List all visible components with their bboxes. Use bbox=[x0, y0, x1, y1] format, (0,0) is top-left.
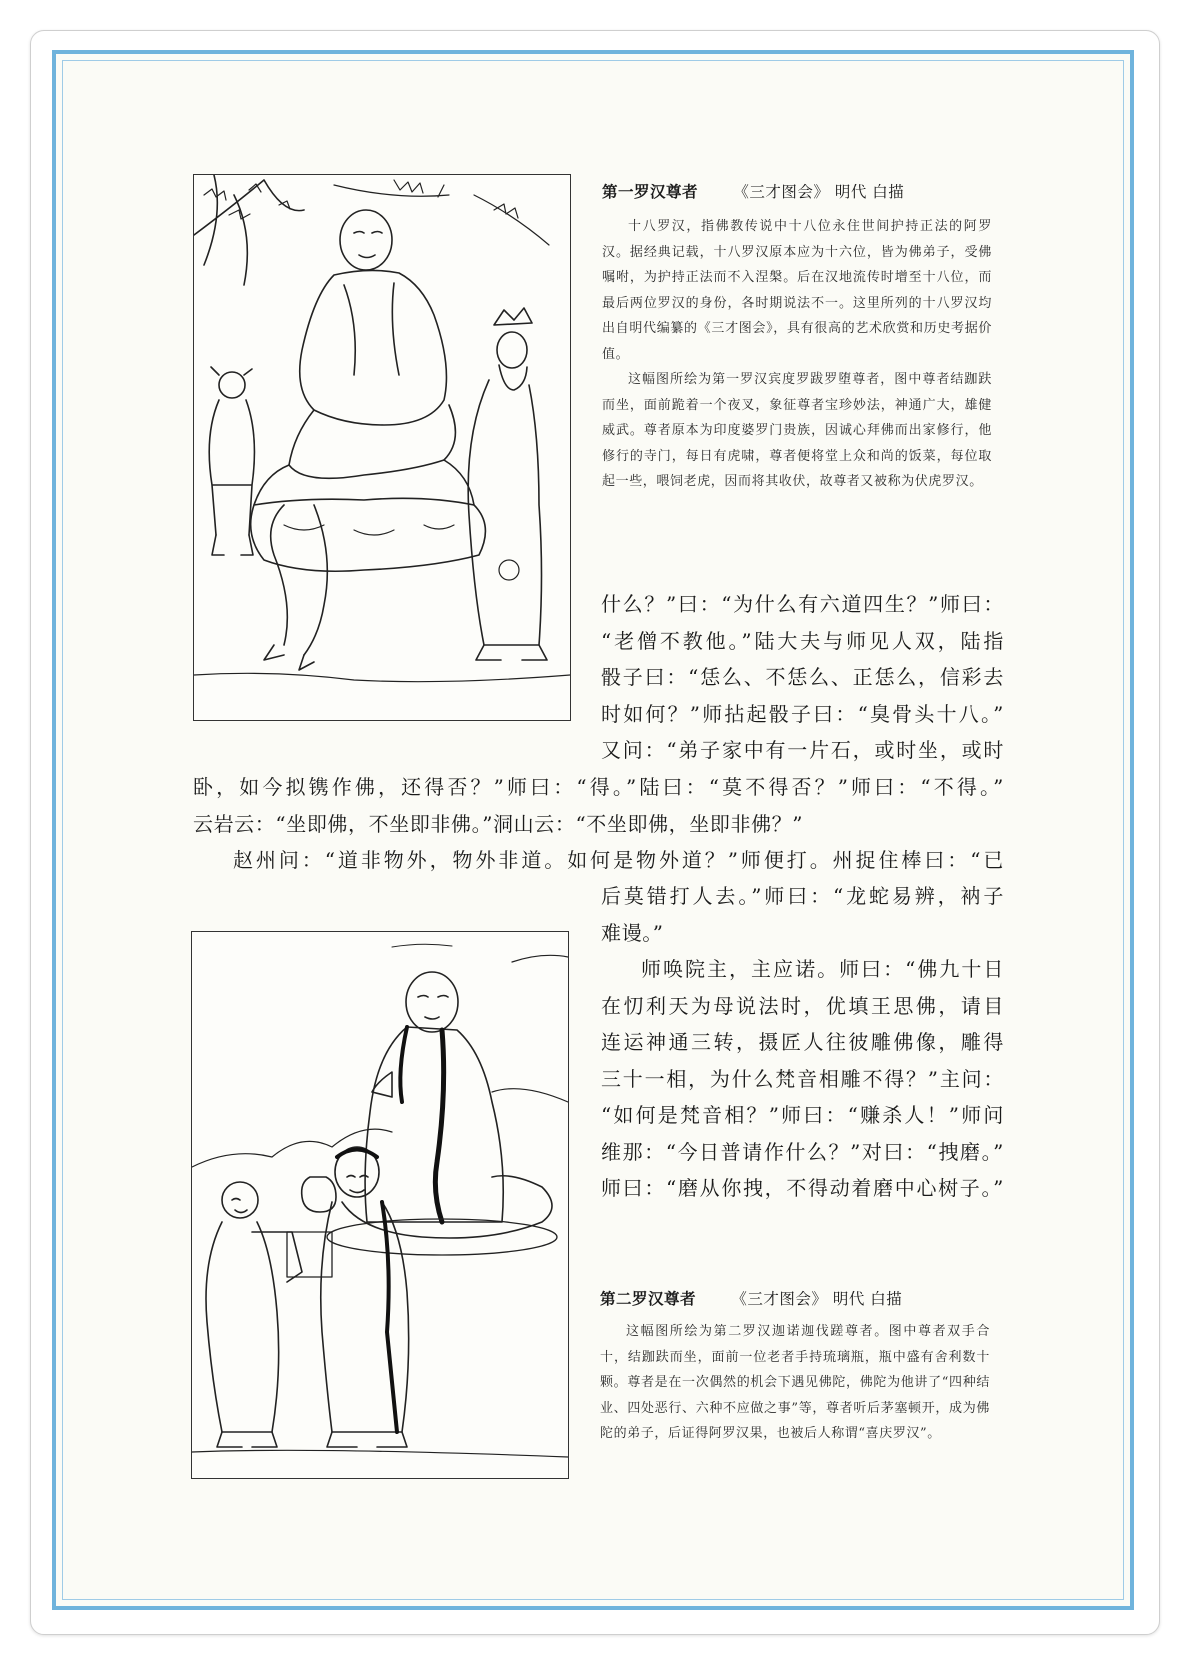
illustration-second-arhat bbox=[191, 931, 569, 1479]
caption-1-title-text: 第一罗汉尊者 bbox=[602, 182, 699, 201]
caption-2-body bbox=[600, 1319, 990, 1447]
main-text-block-1 bbox=[601, 586, 1004, 769]
main-text-line: 卧，如今拟镌作佛，还得否？”师曰：“得。”陆曰：“莫不得否？”师曰：“不得。” bbox=[193, 775, 1004, 799]
caption-2-title bbox=[600, 1289, 902, 1309]
main-text-block-3 bbox=[601, 878, 1004, 1207]
main-text-line: “老僧不教他。”陆大夫与师见人双，陆指 bbox=[601, 628, 1004, 653]
main-text-line: “如何是梵音相？”师曰：“赚杀人！”师问 bbox=[601, 1103, 1004, 1127]
main-text-line: 骰子曰：“恁么、不恁么、正恁么，信彩去 bbox=[601, 665, 1004, 689]
main-text-line: 赵州问：“道非物外，物外非道。如何是物外道？”师便打。州捉住棒曰：“已 bbox=[233, 848, 1004, 872]
caption-1-source: 《三才图会》 明代 白描 bbox=[733, 183, 905, 201]
main-text-line: 云岩云：“坐即佛，不坐即非佛。”洞山云：“不坐即佛，坐即非佛？” bbox=[193, 811, 804, 836]
caption-2-source: 《三才图会》 明代 白描 bbox=[731, 1290, 903, 1308]
caption-1-title bbox=[602, 182, 904, 202]
main-text-line: 什么？”曰：“为什么有六道四生？”师曰： bbox=[601, 592, 1004, 616]
main-text-line: 后莫错打人去。”师曰：“龙蛇易辨，衲子 bbox=[601, 884, 1004, 908]
attendant-right-head bbox=[497, 332, 527, 368]
caption-1-paragraph: 这幅图所绘为第一罗汉宾度罗跋罗堕尊者，图中尊者结跏趺而坐，面前跪着一个夜叉，象征尊者宝珍妙法，神通广大，雄健威武。尊者原本为印度婆罗门贵族，因诚心拜佛而出家修行，他修行的寺门，每日有虎啸，尊者便将堂上众和尚的饭菜，每位取起一些，喂饲老虎，因而将其收伏，故尊者又被称为伏虎罗汉。 bbox=[602, 372, 992, 489]
main-text-block-2 bbox=[193, 769, 1004, 879]
main-text-line: 师唤院主，主应诺。师曰：“佛九十日 bbox=[641, 957, 1004, 981]
main-text-line: 连运神通三转，摄匠人往彼雕佛像，雕得 bbox=[601, 1030, 1004, 1054]
main-text-line: 时如何？”师拈起骰子曰：“臭骨头十八。” bbox=[601, 701, 1004, 726]
main-text-line: 师曰：“磨从你拽，不得动着磨中心树子。” bbox=[601, 1176, 1004, 1200]
monk-head bbox=[406, 972, 458, 1032]
main-text-line: 难谩。” bbox=[601, 920, 664, 945]
main-text-line: 又问：“弟子家中有一片石，或时坐，或时 bbox=[601, 738, 1004, 762]
attendant-left-head bbox=[219, 372, 245, 398]
main-text-line: 在忉利天为母说法时，优填王思佛，请目 bbox=[601, 993, 1004, 1018]
arhat-head bbox=[340, 210, 392, 270]
illustration-first-arhat bbox=[193, 174, 571, 721]
caption-1-body bbox=[602, 214, 992, 495]
caption-2-paragraph: 这幅图所绘为第二罗汉迦诺迦伐蹉尊者。图中尊者双手合十，结跏趺而坐，面前一位老者手持琉璃瓶，瓶中盛有舍利数十颗。尊者是在一次偶然的机会下遇见佛陀，佛陀为他讲了“四种结业、四处恶行、六种不应做之事”等，尊者听后茅塞顿开，成为佛陀的弟子，后证得阿罗汉果，也被后人称谓“喜庆罗汉”。 bbox=[600, 1324, 990, 1441]
caption-2-title-text: 第二罗汉尊者 bbox=[600, 1289, 697, 1308]
main-text-line: 三十一相，为什么梵音相雕不得？”主问： bbox=[601, 1066, 1004, 1091]
main-text-line: 维那：“今日普请作什么？”对曰：“拽磨。” bbox=[601, 1139, 1004, 1164]
caption-1-paragraph: 十八罗汉，指佛教传说中十八位永住世间护持正法的阿罗汉。据经典记载，十八罗汉原本应为十六位，皆为佛弟子，受佛嘱咐，为护持正法而不入涅槃。后在汉地流传时增至十八位，而最后两位罗汉的身份，各时期说法不一。这里所列的十八罗汉均出自明代编纂的《三才图会》，具有很高的艺术欣赏和历史考据价值。 bbox=[602, 219, 992, 362]
